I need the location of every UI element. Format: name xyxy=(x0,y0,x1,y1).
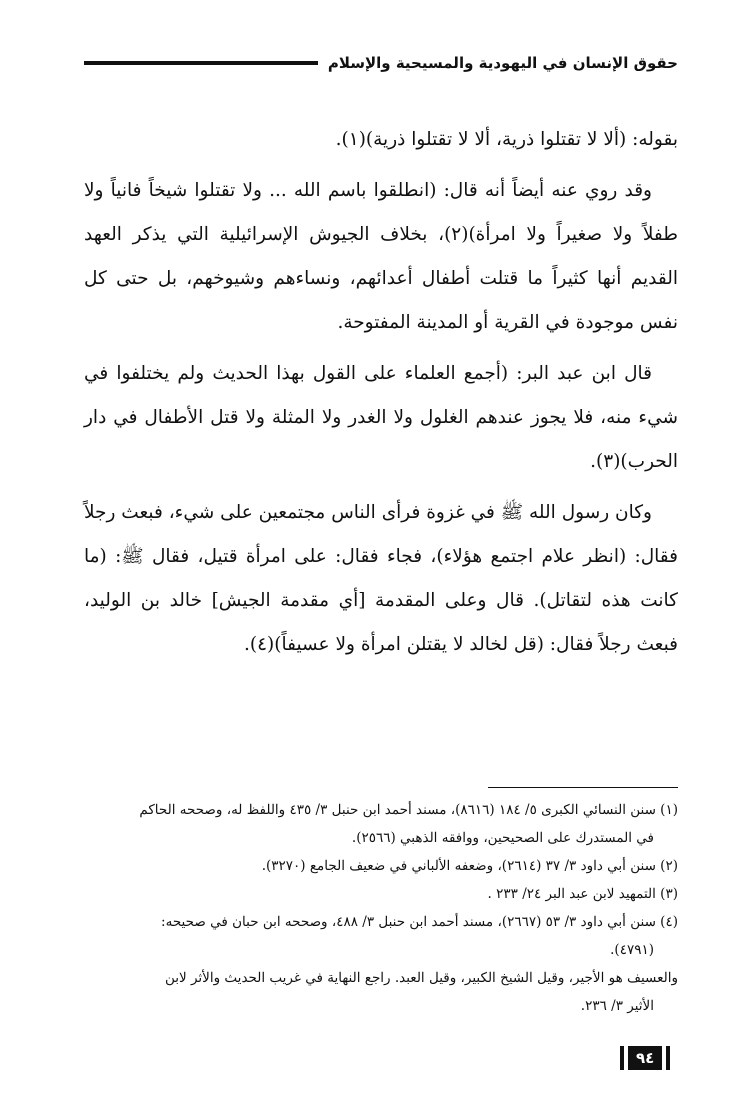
header-rule xyxy=(84,61,318,65)
main-text xyxy=(84,118,678,674)
page-number xyxy=(620,1046,670,1070)
footnote: والعسيف هو الأجير، وقيل الشيخ الكبير، وقيل العبد. راجع النهاية في غريب الحديث والأثر لابن xyxy=(164,970,678,986)
paragraph: قال ابن عبد البر: (أجمع العلماء على القول بهذا الحديث ولم يختلفوا في شيء منه، فلا يجوز عندهم الغلول ولا الغدر ولا المثلة ولا قتل الأطفال في دار الحرب)(٣). xyxy=(84,363,678,472)
footnote-continuation: في المستدرك على الصحيحين، ووافقه الذهبي (٢٥٦٦). xyxy=(351,830,654,846)
paragraph: وقد روي عنه أيضاً أنه قال: (انطلقوا باسم الله ... ولا تقتلوا شيخاً فانياً ولا طفلاً ولا صغيراً ولا امرأة)(٢)، بخلاف الجيوش الإسرائيلية التي يذكر العهد القديم أنها كثيراً ما قتلت أطفال أعدائهم، ونساءهم وشيوخهم، بل حتى كل نفس موجودة في القرية أو المدينة المفتوحة. xyxy=(84,180,678,333)
footnote: (٢) سنن أبي داود ٣/ ٣٧ (٢٦١٤)، وضعفه الألباني في ضعيف الجامع (٣٢٧٠). xyxy=(261,858,678,874)
footnotes xyxy=(84,797,678,1021)
footnote-separator xyxy=(488,787,678,788)
page-number-bar xyxy=(620,1046,624,1070)
running-header xyxy=(84,50,678,76)
paragraph: بقوله: (ألا لا تقتلوا ذرية، ألا لا تقتلوا ذرية)(١). xyxy=(335,129,678,150)
footnote-continuation: (٤٧٩١). xyxy=(610,942,654,958)
footnote: (١) سنن النسائي الكبرى ٥/ ١٨٤ (٨٦١٦)، مسند أحمد ابن حنبل ٣/ ٤٣٥ واللفظ له، وصححه الحاكم xyxy=(139,802,678,818)
paragraph: وكان رسول الله ﷺ في غزوة فرأى الناس مجتمعين على شيء، فبعث رجلاً فقال: (انظر علام اجتمع هؤلاء)، فجاء فقال: على امرأة قتيل، فقال ﷺ: (ما كانت هذه لتقاتل). قال وعلى المقدمة [أي مقدمة الجيش] خالد بن الوليد، فبعث رجلاً فقال: (قل لخالد لا يقتلن امرأة ولا عسيفاً)(٤). xyxy=(84,502,678,655)
footnote: (٤) سنن أبي داود ٣/ ٥٣ (٢٦٦٧)، مسند أحمد ابن حنبل ٣/ ٤٨٨، وصححه ابن حبان في صحيحه: xyxy=(161,914,678,930)
page-number-bar xyxy=(666,1046,670,1070)
page-number-label: ٩٤ xyxy=(628,1046,662,1070)
footnote-continuation: الأثير ٣/ ٢٣٦. xyxy=(580,998,654,1014)
header-title: حقوق الإنسان في اليهودية والمسيحية والإسلام xyxy=(327,54,678,72)
footnote: (٣) التمهيد لابن عبد البر ٢٤/ ٢٣٣ . xyxy=(487,886,678,902)
